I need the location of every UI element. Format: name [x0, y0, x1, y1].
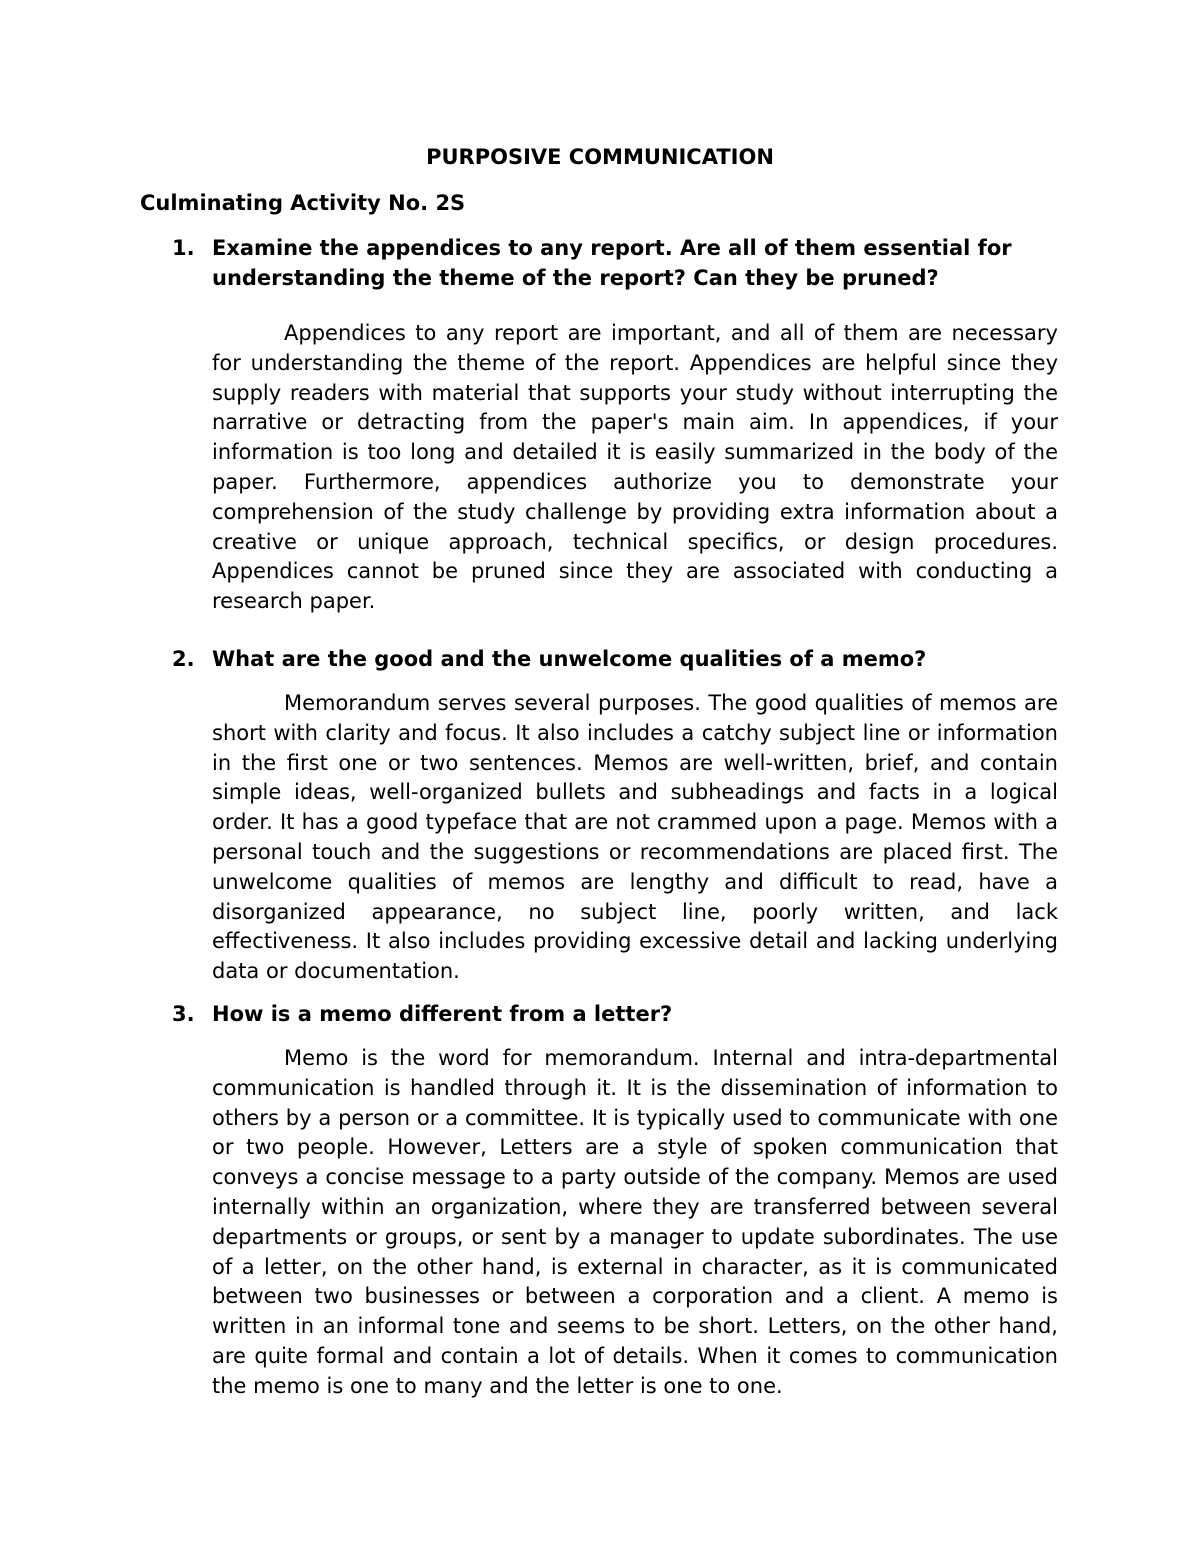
question-3-number: 3. — [172, 1002, 195, 1026]
question-2-number: 2. — [172, 647, 195, 671]
page-title: PURPOSIVE COMMUNICATION — [426, 145, 774, 169]
question-1-number: 1. — [172, 236, 195, 260]
question-1-text: Examine the appendices to any report. Are all of them essential for understanding the theme of the report? Can they be pruned? — [212, 236, 1012, 290]
answer-1-paragraph: Appendices to any report are important, and all of them are necessary for understanding the theme of the report. Appendices are helpful since they supply readers with material that supports your study without interrupting the narrative or detracting from the paper's main aim. In appendices, if your information is too long and detailed it is easily summarized in the body of the paper. Furthermore, appendices authorize you to demonstrate your comprehension of the study challenge by providing extra information about a creative or unique approach, technical specifics, or design procedures. Appendices cannot be pruned since they are associated with conducting a research paper. — [212, 321, 1058, 614]
question-2-text: What are the good and the unwelcome qualities of a memo? — [212, 647, 927, 671]
answer-2-paragraph: Memorandum serves several purposes. The good qualities of memos are short with clarity and focus. It also includes a catchy subject line or information in the first one or two sentences. Memos are well-written, brief, and contain simple ideas, well-organized bullets and subheadings and facts in a logical order. It has a good typeface that are not crammed upon a page. Memos with a personal touch and the suggestions or recommendations are placed first. The unwelcome qualities of memos are lengthy and difficult to read, have a disorganized appearance, no subject line, poorly written, and lack effectiveness. It also includes providing excessive detail and lacking underlying data or documentation. — [212, 691, 1058, 984]
activity-subtitle: Culminating Activity No. 2S — [140, 191, 466, 215]
question-3-text: How is a memo different from a letter? — [212, 1002, 673, 1026]
answer-3-paragraph: Memo is the word for memorandum. Internal and intra-departmental communication is handled through it. It is the dissemination of information to others by a person or a committee. It is typically used to communicate with one or two people. However, Letters are a style of spoken communication that conveys a concise message to a party outside of the company. Memos are used internally within an organization, where they are transferred between several departments or groups, or sent by a manager to update subordinates. The use of a letter, on the other hand, is external in character, as it is communicated between two businesses or between a corporation and a client. A memo is written in an informal tone and seems to be short. Letters, on the other hand, are quite formal and contain a lot of details. When it comes to communication the memo is one to many and the letter is one to one. — [212, 1046, 1058, 1398]
